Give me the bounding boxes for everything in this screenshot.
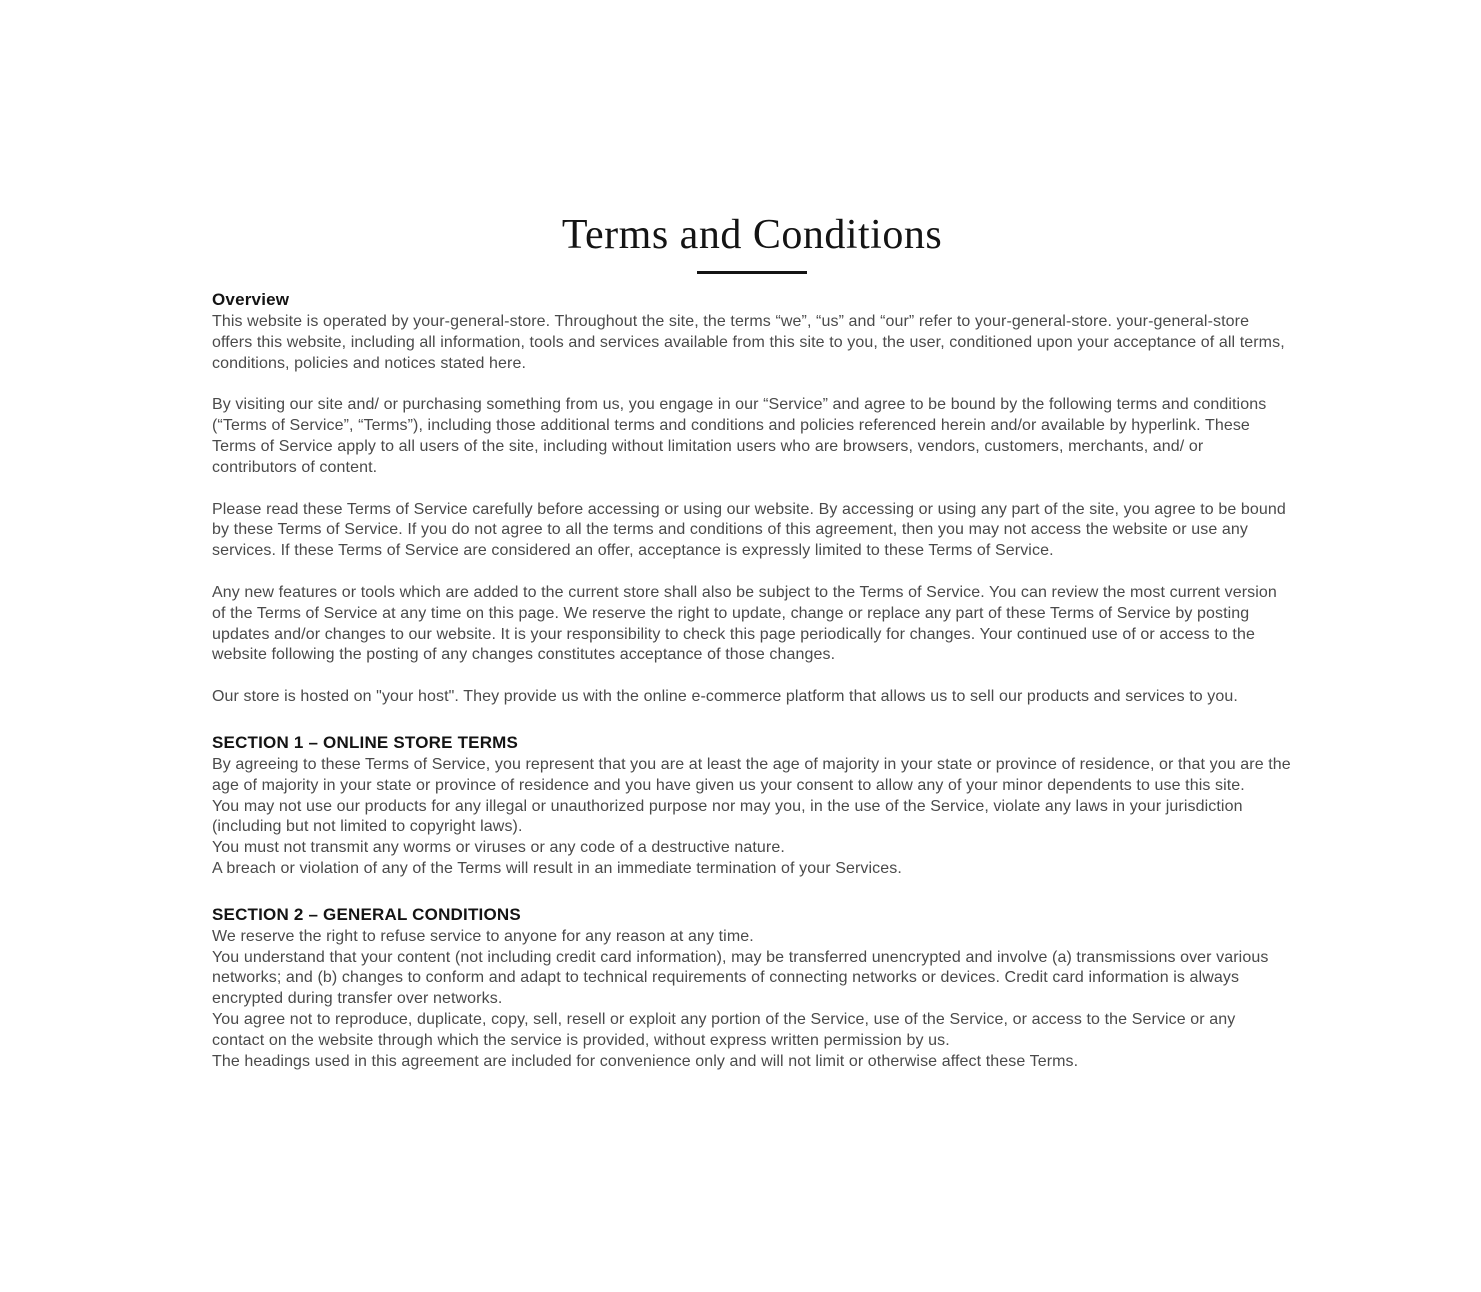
section-2-general-conditions (212, 904, 1292, 1073)
paragraph: Any new features or tools which are added to the current store shall also be subject to the Terms of Service. You can review the most current version of the Terms of Service at any time on this page. We reserve the right to update, change or replace any part of these Terms of Service by posting updates and/or changes to our website. It is your responsibility to check this page periodically for changes. Your continued use of or access to the website following the posting of any changes constitutes acceptance of those changes. (212, 583, 1277, 664)
paragraph: By visiting our site and/ or purchasing something from us, you engage in our “Service” and agree to be bound by the following terms and conditions (“Terms of Service”, “Terms”), including those additional terms and conditions and policies referenced herein and/or available by hyperlink. These Terms of Service apply to all users of the site, including without limitation users who are browsers, vendors, customers, merchants, and/ or contributors of content. (212, 396, 1267, 476)
paragraph: The headings used in this agreement are included for convenience only and will not limit or otherwise affect these Terms. (212, 1052, 1079, 1070)
paragraph: We reserve the right to refuse service to anyone for any reason at any time. (212, 927, 754, 945)
paragraph: A breach or violation of any of the Terms will result in an immediate termination of your Services. (212, 859, 902, 877)
paragraph: Our store is hosted on "your host". They provide us with the online e-commerce platform that allows us to sell our products and services to you. (212, 688, 1238, 706)
paragraph: You agree not to reproduce, duplicate, copy, sell, resell or exploit any portion of the Service, use of the Service, or access to the Service or any contact on the website through which the service is provided, without express written permission by us. (212, 1010, 1236, 1049)
paragraph: You may not use our products for any illegal or unauthorized purpose nor may you, in the use of the Service, violate any laws in your jurisdiction (including but not limited to copyright laws). (212, 797, 1243, 836)
paragraph: You understand that your content (not including credit card information), may be transferred unencrypted and involve (a) transmissions over various networks; and (b) changes to conform and adapt to technical requirements of connecting networks or devices. Credit card information is always encrypted during transfer over networks. (212, 948, 1269, 1008)
terms-and-conditions-page (212, 212, 1292, 1072)
page-title: Terms and Conditions (561, 212, 943, 258)
title-divider (697, 271, 807, 274)
section-heading-overview: Overview (212, 290, 290, 309)
section-overview (212, 289, 1292, 708)
section-heading-general-conditions: SECTION 2 – GENERAL CONDITIONS (212, 904, 521, 924)
section-heading-online-store-terms: SECTION 1 – ONLINE STORE TERMS (212, 732, 519, 752)
section-1-online-store-terms (212, 732, 1292, 880)
paragraph: By agreeing to these Terms of Service, you represent that you are at least the age of majority in your state or province of residence, or that you are the age of majority in your state or province of residence and you have given us your consent to allow any of your minor dependents to use this site. (212, 755, 1291, 794)
paragraph: This website is operated by your-general-store. Throughout the site, the terms “we”, “us” and “our” refer to your-general-store. your-general-store offers this website, including all information, tools and services available from this site to you, the user, conditioned upon your acceptance of all terms, conditions, policies and notices stated here. (212, 313, 1285, 372)
paragraph: Please read these Terms of Service carefully before accessing or using our website. By accessing or using any part of the site, you agree to be bound by these Terms of Service. If you do not agree to all the terms and conditions of this agreement, then you may not access the website or use any services. If these Terms of Service are considered an offer, acceptance is expressly limited to these Terms of Service. (212, 500, 1286, 560)
paragraph: You must not transmit any worms or viruses or any code of a destructive nature. (212, 839, 785, 857)
